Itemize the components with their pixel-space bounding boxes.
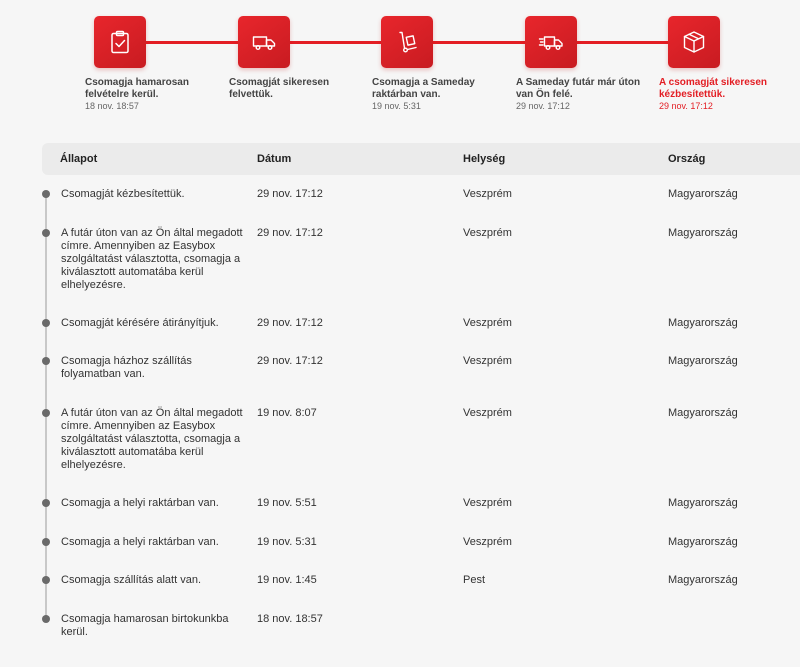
row-country: Magyarország [668,407,738,419]
step-label: A Sameday futár már úton van Ön felé. [516,77,641,100]
step-picked-up [229,16,369,101]
row-city: Veszprém [463,355,512,367]
step-label: A csomagját sikeresen kézbesítettük. [659,77,768,100]
step-date: 29 nov. 17:12 [659,101,713,111]
row-city: Veszprém [463,227,512,239]
timeline-dot [42,576,50,584]
row-status: A futár úton van az Ön által megadott címre. Amennyiben az Easybox szolgáltatást választotta, csomagja a kiválasztott automatába kerül elhelyezésre. [61,227,243,291]
row-city: Pest [463,574,486,586]
header-country: Ország [668,153,706,165]
header-date: Dátum [257,153,292,165]
header-status: Állapot [60,153,98,165]
row-date: 19 nov. 1:45 [257,574,317,586]
timeline-dot [42,615,50,623]
step-label: Csomagja a Sameday raktárban van. [372,77,475,100]
fast-truck-icon [525,16,577,68]
header-city: Helység [463,153,506,165]
row-city: Veszprém [463,536,512,548]
row-city: Veszprém [463,188,512,200]
hand-truck-icon [381,16,433,68]
row-date: 29 nov. 17:12 [257,317,323,329]
timeline-dot [42,538,50,546]
row-status: Csomagja a helyi raktárban van. [61,536,219,548]
row-status: Csomagja hamarosan birtokunkba kerül. [61,613,229,638]
row-date: 18 nov. 18:57 [257,613,323,625]
row-country: Magyarország [668,536,738,548]
row-country: Magyarország [668,188,738,200]
step-in-warehouse [372,16,512,112]
step-date: 29 nov. 17:12 [516,101,570,111]
row-status: Csomagját kérésére átirányítjuk. [61,317,219,329]
row-country: Magyarország [668,317,738,329]
tracking-table-header [42,143,800,175]
step-delivered [659,16,799,112]
row-date: 19 nov. 8:07 [257,407,317,419]
timeline-dot [42,357,50,365]
row-country: Magyarország [668,497,738,509]
step-label: Csomagja hamarosan felvételre kerül. [85,77,189,100]
timeline-dot [42,229,50,237]
box-icon [668,16,720,68]
row-date: 19 nov. 5:51 [257,497,317,509]
row-date: 29 nov. 17:12 [257,227,323,239]
delivery-progress-tracker [0,0,800,130]
timeline-dot [42,409,50,417]
row-city: Veszprém [463,407,512,419]
timeline-line [45,193,47,618]
row-status: Csomagja a helyi raktárban van. [61,497,219,509]
row-date: 29 nov. 17:12 [257,188,323,200]
row-status: Csomagját kézbesítettük. [61,188,185,200]
truck-icon [238,16,290,68]
step-pickup-pending [85,16,225,112]
row-status: Csomagja házhoz szállítás folyamatban van. [61,355,192,380]
row-country: Magyarország [668,574,738,586]
step-date: 19 nov. 5:31 [372,101,421,111]
clipboard-check-icon [94,16,146,68]
row-status: A futár úton van az Ön által megadott címre. Amennyiben az Easybox szolgáltatást választotta, csomagja a kiválasztott automatába kerül elhelyezésre. [61,407,243,471]
step-date: 18 nov. 18:57 [85,101,139,111]
row-city: Veszprém [463,497,512,509]
step-out-for-delivery [516,16,656,112]
timeline-dot [42,499,50,507]
row-status: Csomagja szállítás alatt van. [61,574,202,586]
step-label: Csomagját sikeresen felvettük. [229,77,330,100]
row-city: Veszprém [463,317,512,329]
row-date: 19 nov. 5:31 [257,536,317,548]
row-country: Magyarország [668,355,738,367]
timeline-dot [42,319,50,327]
row-country: Magyarország [668,227,738,239]
timeline-dot [42,190,50,198]
row-date: 29 nov. 17:12 [257,355,323,367]
